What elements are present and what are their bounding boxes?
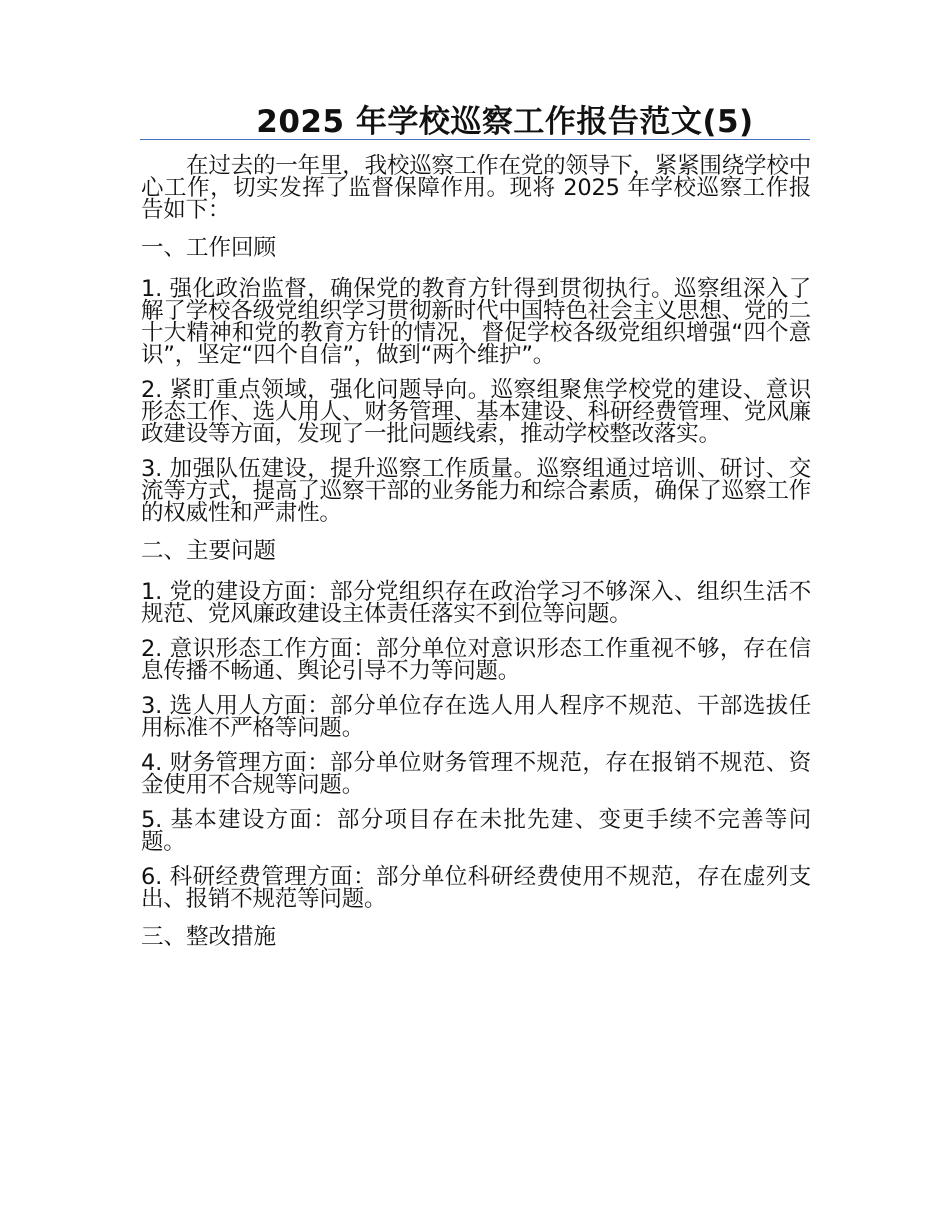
- review-item-2: 2. 紧盯重点领域，强化问题导向。巡察组聚焦学校党的建设、意识形态工作、选人用人、财务管理、基本建设、科研经费管理、党风廉政建设等方面，发现了一批问题线索，推动学校整改落实。: [141, 377, 811, 447]
- review-item-1: 1. 强化政治监督，确保党的教育方针得到贯彻执行。巡察组深入了解了学校各级党组织学习贯彻新时代中国特色社会主义思想、党的二十大精神和党的教育方针的情况，督促学校各级党组织增强“四个意识”，坚定“四个自信”，做到“两个维护”。: [141, 276, 811, 368]
- section-heading-review: 一、工作回顾: [141, 235, 277, 261]
- section-heading-rectification: 三、整改措施: [141, 924, 277, 950]
- problem-item-2: 2. 意识形态工作方面：部分单位对意识形态工作重视不够，存在信息传播不畅通、舆论引导不力等问题。: [141, 636, 811, 684]
- document-title: 2025 年学校巡察工作报告范文(5): [256, 104, 754, 140]
- document-body: [141, 155, 811, 967]
- section-heading-problems: 二、主要问题: [141, 538, 277, 564]
- problem-item-5: 5. 基本建设方面：部分项目存在未批先建、变更手续不完善等问题。: [141, 807, 811, 855]
- problem-item-3: 3. 选人用人方面：部分单位存在选人用人程序不规范、干部选拔任用标准不严格等问题。: [141, 693, 811, 741]
- problem-item-4: 4. 财务管理方面：部分单位财务管理不规范，存在报销不规范、资金使用不合规等问题。: [141, 750, 811, 798]
- title-underline: [140, 139, 810, 140]
- intro-paragraph: 在过去的一年里，我校巡察工作在党的领导下，紧紧围绕学校中心工作，切实发挥了监督保障作用。现将 2025 年学校巡察工作报告如下：: [141, 153, 811, 223]
- problem-item-1: 1. 党的建设方面：部分党组织存在政治学习不够深入、组织生活不规范、党风廉政建设主体责任落实不到位等问题。: [141, 579, 811, 627]
- problem-item-6: 6. 科研经费管理方面：部分单位科研经费使用不规范，存在虚列支出、报销不规范等问题。: [141, 864, 811, 912]
- review-item-3: 3. 加强队伍建设，提升巡察工作质量。巡察组通过培训、研讨、交流等方式，提高了巡察干部的业务能力和综合素质，确保了巡察工作的权威性和严肃性。: [141, 456, 811, 526]
